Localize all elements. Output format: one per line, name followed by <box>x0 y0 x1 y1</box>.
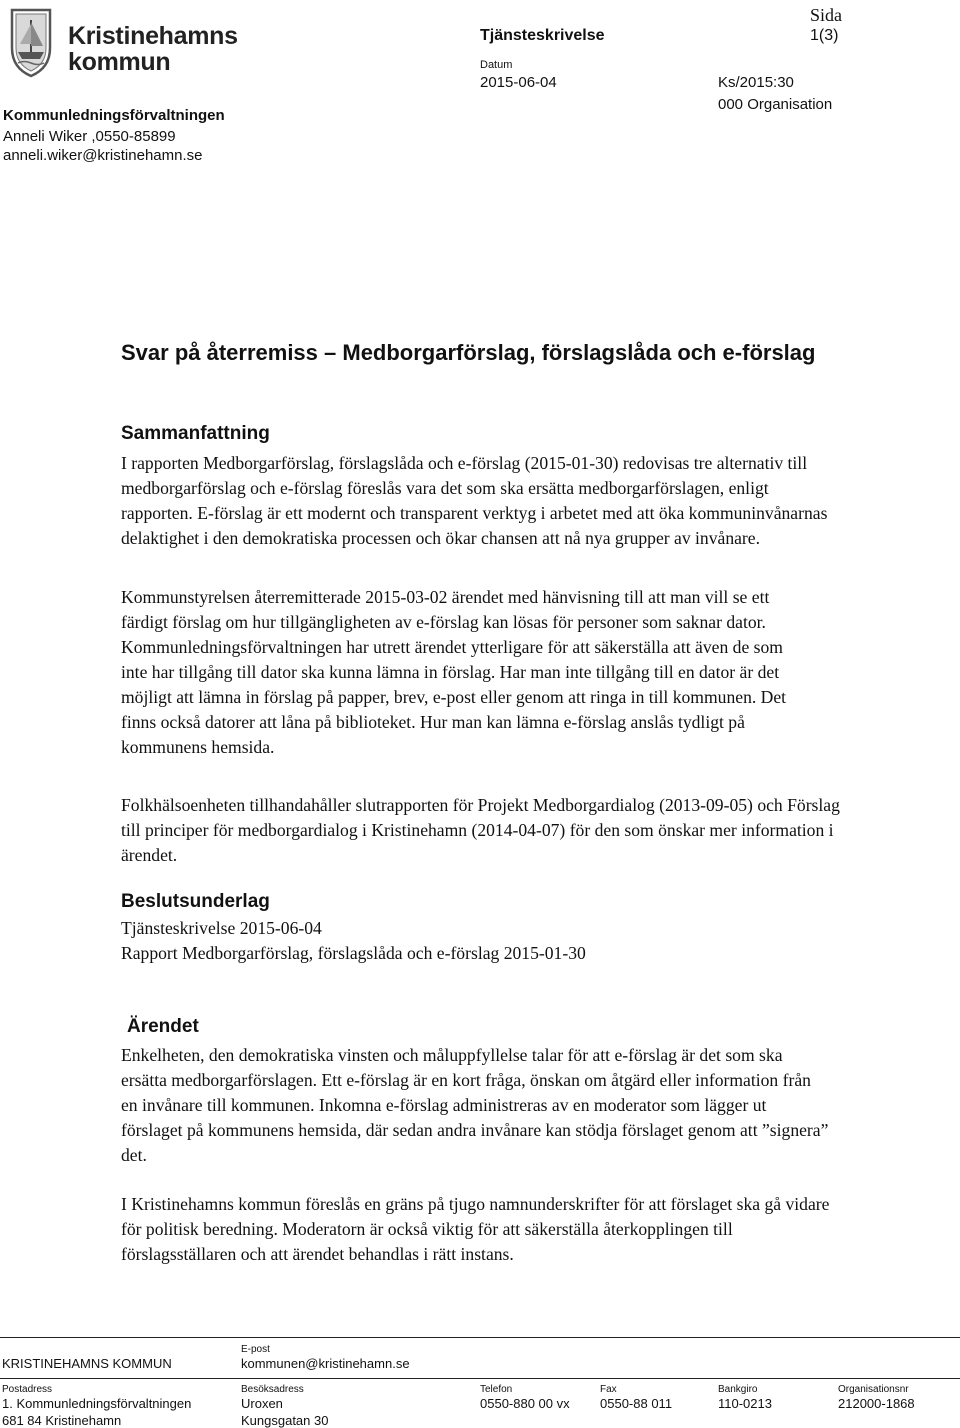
paragraph-3-text: Folkhälsoenheten tillhandahåller slutrapporten för Projekt Medborgardialog (2013-09-05) och Förslag till principer för medborgardialog i Kristinehamn (2014-04-07) för den som önskar mer information i ärendet. <box>121 795 840 865</box>
paragraph-2-text: Kommunstyrelsen återremitterade 2015-03-02 ärendet med hänvisning till att man vill se ett färdigt förslag om hur tillgängligheten av e-förslag kan lösas för personer som saknar dator. Kommunledningsförvaltningen har utrett ärendet ytterligare för att säkerställa att även de som inte har tillgång till dator ska kunna lämna in förslag. Har man inte tillgång till en dator är det möjligt att lämna in förslag på papper, brev, e-post eller genom att ringa in till kommunen. Det finns också datorer att låna på biblioteket. Hur man kan lämna e-förslag anslås tydligt på kommunens hemsida. <box>121 587 787 757</box>
footer-postal-line: 681 84 Kristinehamn <box>2 1413 122 1428</box>
footer-postal-line: 1. Kommunledningsförvaltningen <box>2 1396 192 1411</box>
paragraph-4 <box>121 1043 831 1168</box>
summary-text: I rapporten Medborgarförslag, förslagslåda och e-förslag (2015-01-30) redovisas tre alternativ till medborgarförslag och e-förslag föreslås vara det som ska ersätta medborgarförslagen, enligt rapporten. E-förslag är ett modernt och transparent verktyg i arbetet med att öka kommuninvånarnas delaktighet i den demokratiska processen och ökar chansen att nå nya grupper av invånare. <box>121 453 828 548</box>
footer-org-number-label: Organisationsnr <box>838 1384 909 1395</box>
date-label: Datum <box>480 59 513 71</box>
paragraph-2 <box>121 585 811 760</box>
footer-org-name: KRISTINEHAMNS KOMMUN <box>2 1356 172 1371</box>
organization-name-line2: kommun <box>68 48 171 76</box>
footer-email: kommunen@kristinehamn.se <box>241 1356 410 1371</box>
document-title: Svar på återremiss – Medborgarförslag, förslagslåda och e-förslag <box>121 340 816 365</box>
footer-bank-label: Bankgiro <box>718 1384 758 1395</box>
document-type: Tjänsteskrivelse <box>480 27 605 44</box>
author-email: anneli.wiker@kristinehamn.se <box>3 147 203 164</box>
beslutsunderlag-item: Rapport Medborgarförslag, förslagslåda och e-förslag 2015-01-30 <box>121 943 586 963</box>
author-contact: Anneli Wiker ,0550-85899 <box>3 128 176 145</box>
footer-fax-label: Fax <box>600 1384 617 1395</box>
paragraph-4-text: Enkelheten, den demokratiska vinsten och måluppfyllelse talar för att e-förslag är det som ska ersätta medborgarförslagen. Ett e-förslag är en kort fråga, önskan om åtgärd eller information från en invånare till kommunen. Inkomna e-förslag administreras av en moderator som lägger ut förslaget på kommunens hemsida, där sedan andra invånare kan stödja förslaget genom att ”signera” det. <box>121 1045 829 1165</box>
footer-visit-label: Besöksadress <box>241 1384 304 1395</box>
footer-visit-line: Uroxen <box>241 1396 283 1411</box>
date-value: 2015-06-04 <box>480 74 557 91</box>
beslutsunderlag-heading: Beslutsunderlag <box>121 891 270 912</box>
footer-postal-label: Postadress <box>2 1384 53 1395</box>
footer-bank: 110-0213 <box>718 1396 772 1411</box>
footer-divider <box>0 1337 960 1338</box>
department-name: Kommunledningsförvaltningen <box>3 107 225 124</box>
reference-number: Ks/2015:30 <box>718 74 794 91</box>
paragraph-3 <box>121 793 841 868</box>
municipal-ship-crest-icon <box>6 6 56 78</box>
footer-divider <box>0 1378 960 1379</box>
footer-fax: 0550-88 011 <box>600 1396 673 1411</box>
summary-paragraph <box>121 451 841 551</box>
paragraph-5 <box>121 1192 831 1267</box>
page-number: 1(3) <box>810 27 839 44</box>
reference-category: 000 Organisation <box>718 96 833 113</box>
beslutsunderlag-item: Tjänsteskrivelse 2015-06-04 <box>121 918 322 938</box>
summary-heading: Sammanfattning <box>121 423 270 444</box>
arendet-heading: Ärendet <box>127 1016 199 1037</box>
footer-phone: 0550-880 00 vx <box>480 1396 570 1411</box>
page-label: Sida <box>810 5 843 25</box>
footer-org-number: 212000-1868 <box>838 1396 915 1411</box>
organization-name-line1: Kristinehamns <box>68 22 238 50</box>
paragraph-5-text: I Kristinehamns kommun föreslås en gräns på tjugo namnunderskrifter för att förslaget ska gå vidare för politisk beredning. Moderatorn är också viktig för att säkerställa återkopplingen till förslagsställaren och att ärendet behandlas i rätt instans. <box>121 1194 830 1264</box>
footer-phone-label: Telefon <box>480 1384 513 1395</box>
footer-email-label: E-post <box>241 1344 270 1355</box>
footer-visit-line: Kungsgatan 30 <box>241 1413 329 1428</box>
